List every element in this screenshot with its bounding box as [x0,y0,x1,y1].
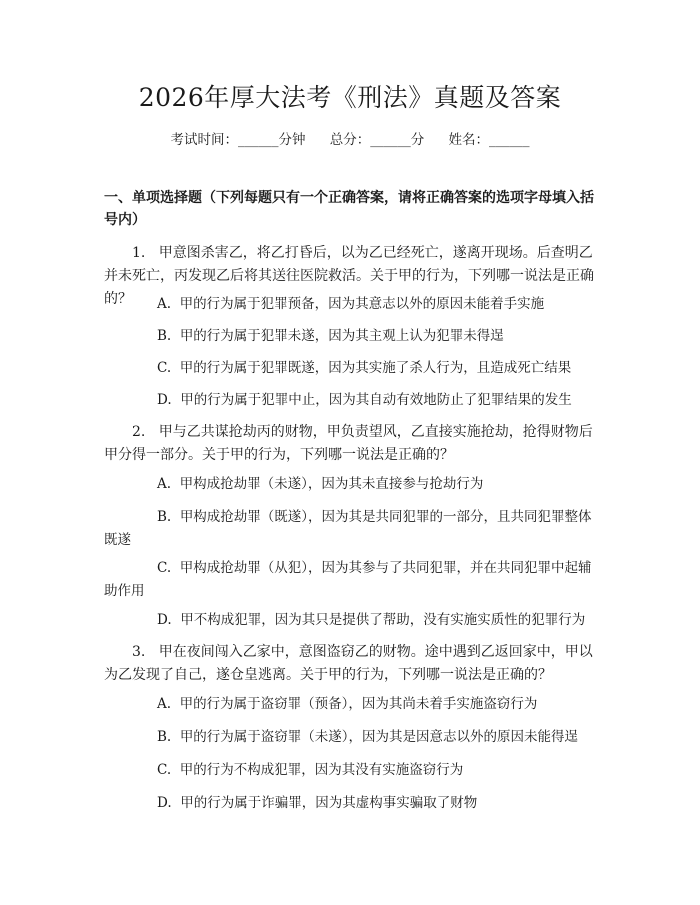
option-label: D. [157,795,172,811]
question-number: 1. [132,245,146,261]
option-text: 甲的行为属于犯罪既遂，因为其实施了杀人行为，且造成死亡结果 [179,360,572,376]
option-text: 甲不构成犯罪，因为其只是提供了帮助，没有实施实质性的犯罪行为 [180,612,586,628]
option-label: C. [157,560,172,576]
question-2-option-c [104,557,598,603]
question-1-option-b [104,325,598,348]
option-text: 甲的行为不构成犯罪，因为其没有实施盗窃行为 [179,762,464,778]
exam-time-field: 考试时间：______分钟 [170,132,306,148]
option-label: C. [157,762,172,778]
exam-meta-line [0,130,700,150]
question-2-option-a [104,473,598,496]
question-1-option-a [104,293,598,316]
question-stem: 甲在夜间闯入乙家中，意图盗窃乙的财物。途中遇到乙返回家中，甲以为乙发现了自己，遂仓皇逃离。关于甲的行为，下列哪一说法是正确的？ [104,644,593,683]
question-number: 3. [132,644,146,660]
question-stem: 甲意图杀害乙，将乙打昏后，以为乙已经死亡，遂离开现场。后查明乙并未死亡，丙发现乙后将其送往医院救活。关于甲的行为，下列哪一说法是正确的？ [104,245,594,307]
option-text: 甲的行为属于犯罪预备，因为其意志以外的原因未能着手实施 [179,296,545,312]
question-2-option-b [104,506,598,552]
option-label: B. [157,328,172,344]
option-label: D. [157,392,172,408]
option-label: B. [157,509,172,525]
question-3 [104,641,598,687]
option-label: D. [157,612,172,628]
option-text: 甲的行为属于盗窃罪（预备），因为其尚未着手实施盗窃行为 [179,696,538,712]
question-1-option-c [104,357,598,380]
option-text: 甲的行为属于诈骗罪，因为其虚构事实骗取了财物 [180,795,478,811]
option-label: A. [157,296,172,312]
option-text: 甲构成抢劫罪（既遂），因为其是共同犯罪的一部分，且共同犯罪整体既遂 [104,509,592,548]
question-3-option-b [104,726,598,749]
option-text: 甲的行为属于犯罪未遂，因为其主观上认为犯罪未得逞 [179,328,504,344]
option-label: B. [157,729,172,745]
option-label: A. [157,696,172,712]
page-title: 2026年厚大法考《刑法》真题及答案 [138,83,562,112]
question-2-option-d [104,609,598,632]
question-2 [104,421,598,467]
question-3-option-a [104,693,598,716]
total-score-field: 总分：______分 [329,132,425,148]
question-stem: 甲与乙共谋抢劫丙的财物，甲负责望风，乙直接实施抢劫，抢得财物后甲分得一部分。关于甲的行为，下列哪一说法是正确的？ [104,424,593,463]
option-label: A. [157,476,172,492]
option-text: 甲构成抢劫罪（从犯），因为其参与了共同犯罪，并在共同犯罪中起辅助作用 [104,560,592,599]
question-1-option-d [104,389,598,412]
name-field: 姓名：______ [448,132,530,148]
option-text: 甲构成抢劫罪（未遂），因为其未直接参与抢劫行为 [179,476,484,492]
option-text: 甲的行为属于盗窃罪（未遂），因为其是因意志以外的原因未能得逞 [179,729,579,745]
option-label: C. [157,360,172,376]
section-heading: 一、单项选择题（下列每题只有一个正确答案，请将正确答案的选项字母填入括号内） [104,190,594,228]
question-number: 2. [132,424,146,440]
question-3-option-c [104,759,598,782]
question-3-option-d [104,792,598,815]
option-text: 甲的行为属于犯罪中止，因为其自动有效地防止了犯罪结果的发生 [180,392,572,408]
